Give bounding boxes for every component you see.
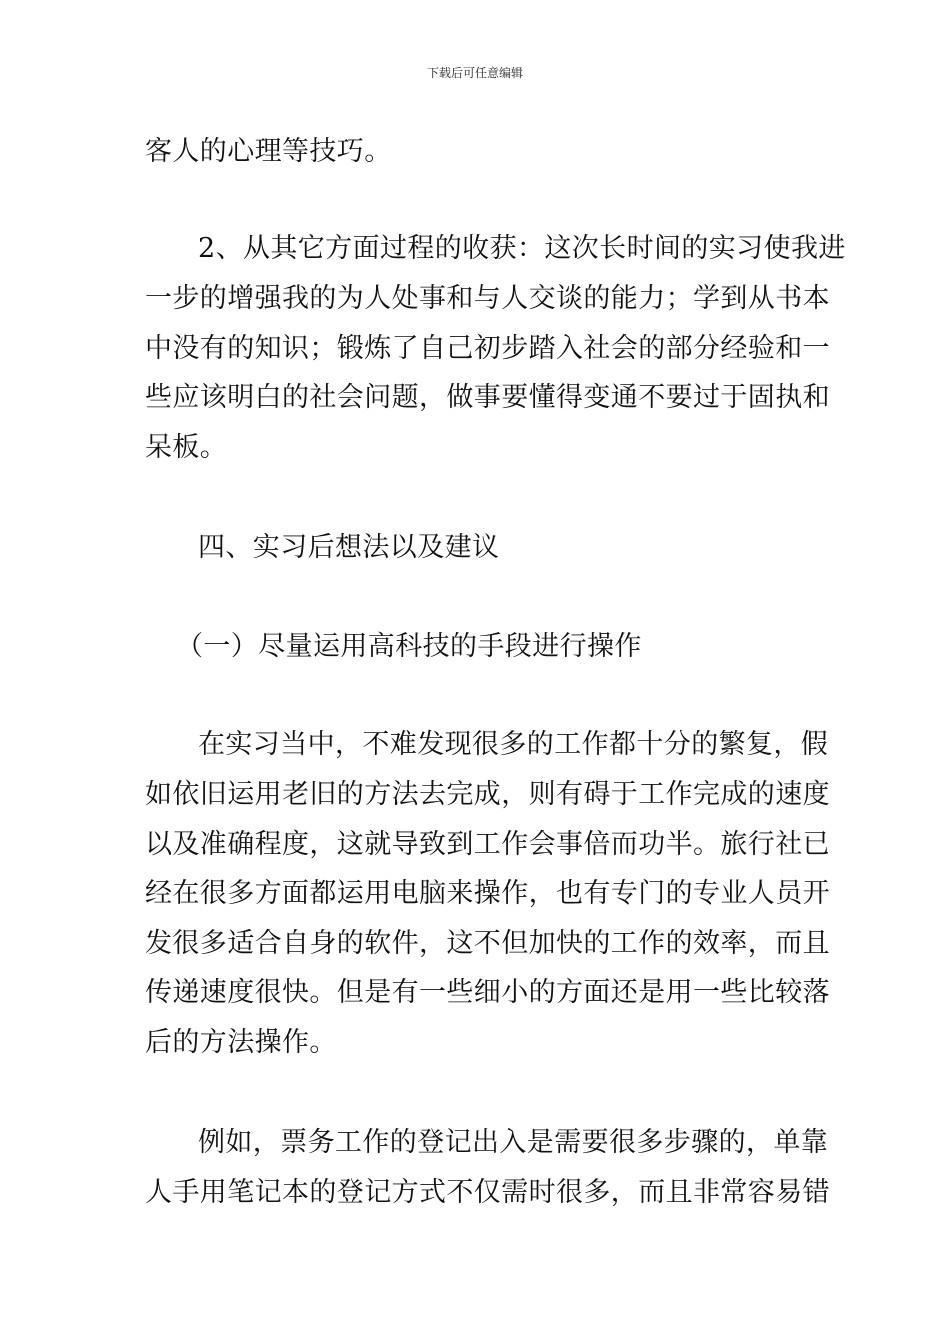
page-header-note: 下载后可任意编辑: [426, 66, 523, 80]
paragraph-line: 后的方法操作。: [145, 1027, 337, 1058]
paragraph-line: 在实习当中，不难发现很多的工作都十分的繁复，假: [198, 729, 829, 760]
paragraph-line: 一步的增强我的为人处事和与人交谈的能力；学到从书本: [145, 283, 830, 314]
paragraph-line: 经在很多方面都运用电脑来操作，也有专门的专业人员开: [145, 878, 830, 909]
paragraph-line: 中没有的知识；锻炼了自己初步踏入社会的部分经验和一: [145, 333, 830, 364]
paragraph-line: 人手用笔记本的登记方式不仅需时很多，而且非常容易错: [145, 1177, 830, 1208]
paragraph-line: 2、从其它方面过程的收获：这次长时间的实习使我进: [198, 233, 846, 264]
subsection-heading: （一）尽量运用高科技的手段进行操作: [176, 631, 642, 662]
section-heading: 四、实习后想法以及建议: [198, 532, 500, 563]
paragraph-line: 以及准确程度，这就导致到工作会事倍而功半。旅行社已: [145, 829, 830, 860]
paragraph-line: 客人的心理等技巧。: [145, 136, 392, 167]
paragraph-line: 例如，票务工作的登记出入是需要很多步骤的，单靠: [198, 1127, 829, 1158]
paragraph-line: 发很多适合自身的软件，这不但加快的工作的效率，而且: [145, 928, 830, 959]
paragraph-line: 如依旧运用老旧的方法去完成，则有碍于工作完成的速度: [145, 779, 830, 810]
paragraph-line: 传递速度很快。但是有一些细小的方面还是用一些比较落: [145, 977, 830, 1008]
paragraph-line: 呆板。: [145, 432, 228, 463]
paragraph-line: 些应该明白的社会问题，做事要懂得变通不要过于固执和: [145, 382, 830, 413]
